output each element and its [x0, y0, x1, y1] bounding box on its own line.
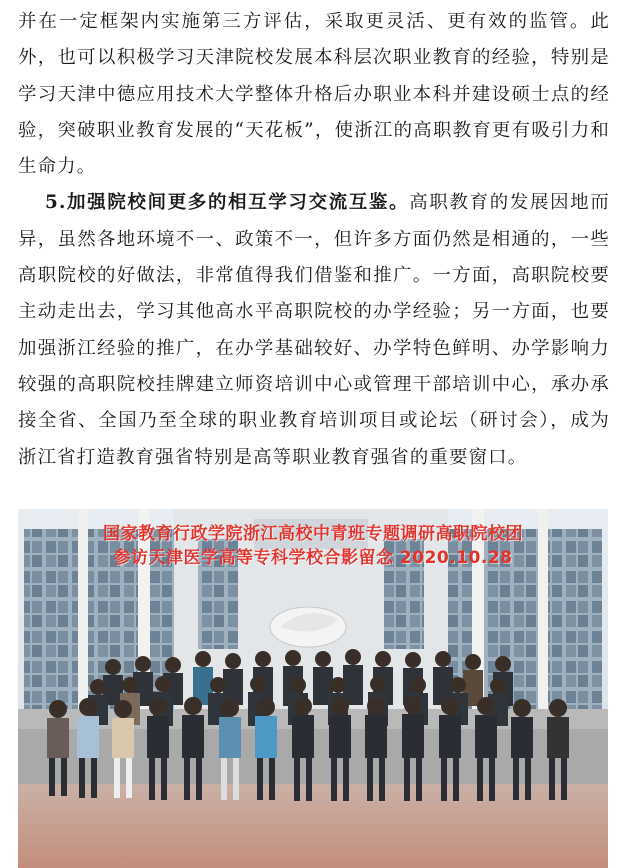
paragraph-2	[18, 185, 610, 475]
paragraph-1: 并在一定框架内实施第三方评估，采取更灵活、更有效的监管。此外，也可以积极学习天津院校发展本科层次职业教育的经验，特别是学习天津中德应用技术大学整体升格后办职业本科并建设硕士点的经验，突破职业教育发展的“天花板”，使浙江的高职教育更有吸引力和生命力。	[18, 11, 610, 178]
photo-banner-line-1: 国家教育行政学院浙江高校中青班专题调研高职院校团	[103, 524, 523, 544]
section-heading: 5.加强院校间更多的相互学习交流互鉴。	[45, 192, 410, 214]
photo-banner-line-2: 参访天津医学高等专科学校合影留念 2020.10.28	[113, 548, 513, 568]
article-text	[18, 4, 610, 476]
paragraph-2-body: 高职教育的发展因地而异，虽然各地环境不一、政策不一，但许多方面仍然是相通的，一些高职院校的好做法，非常值得我们借鉴和推广。一方面，高职院校要主动走出去，学习其他高水平高职院校的办学经验；另一方面，也要加强浙江经验的推广，在办学基础较好、办学特色鲜明、办学影响力较强的高职院校挂牌建立师资培训中心或管理干部培训中心，承办承接全省、全国乃至全球的职业教育培训项目或论坛（研讨会），成为浙江省打造教育强省特别是高等职业教育强省的重要窗口。	[18, 192, 610, 468]
group-photo	[18, 509, 608, 868]
